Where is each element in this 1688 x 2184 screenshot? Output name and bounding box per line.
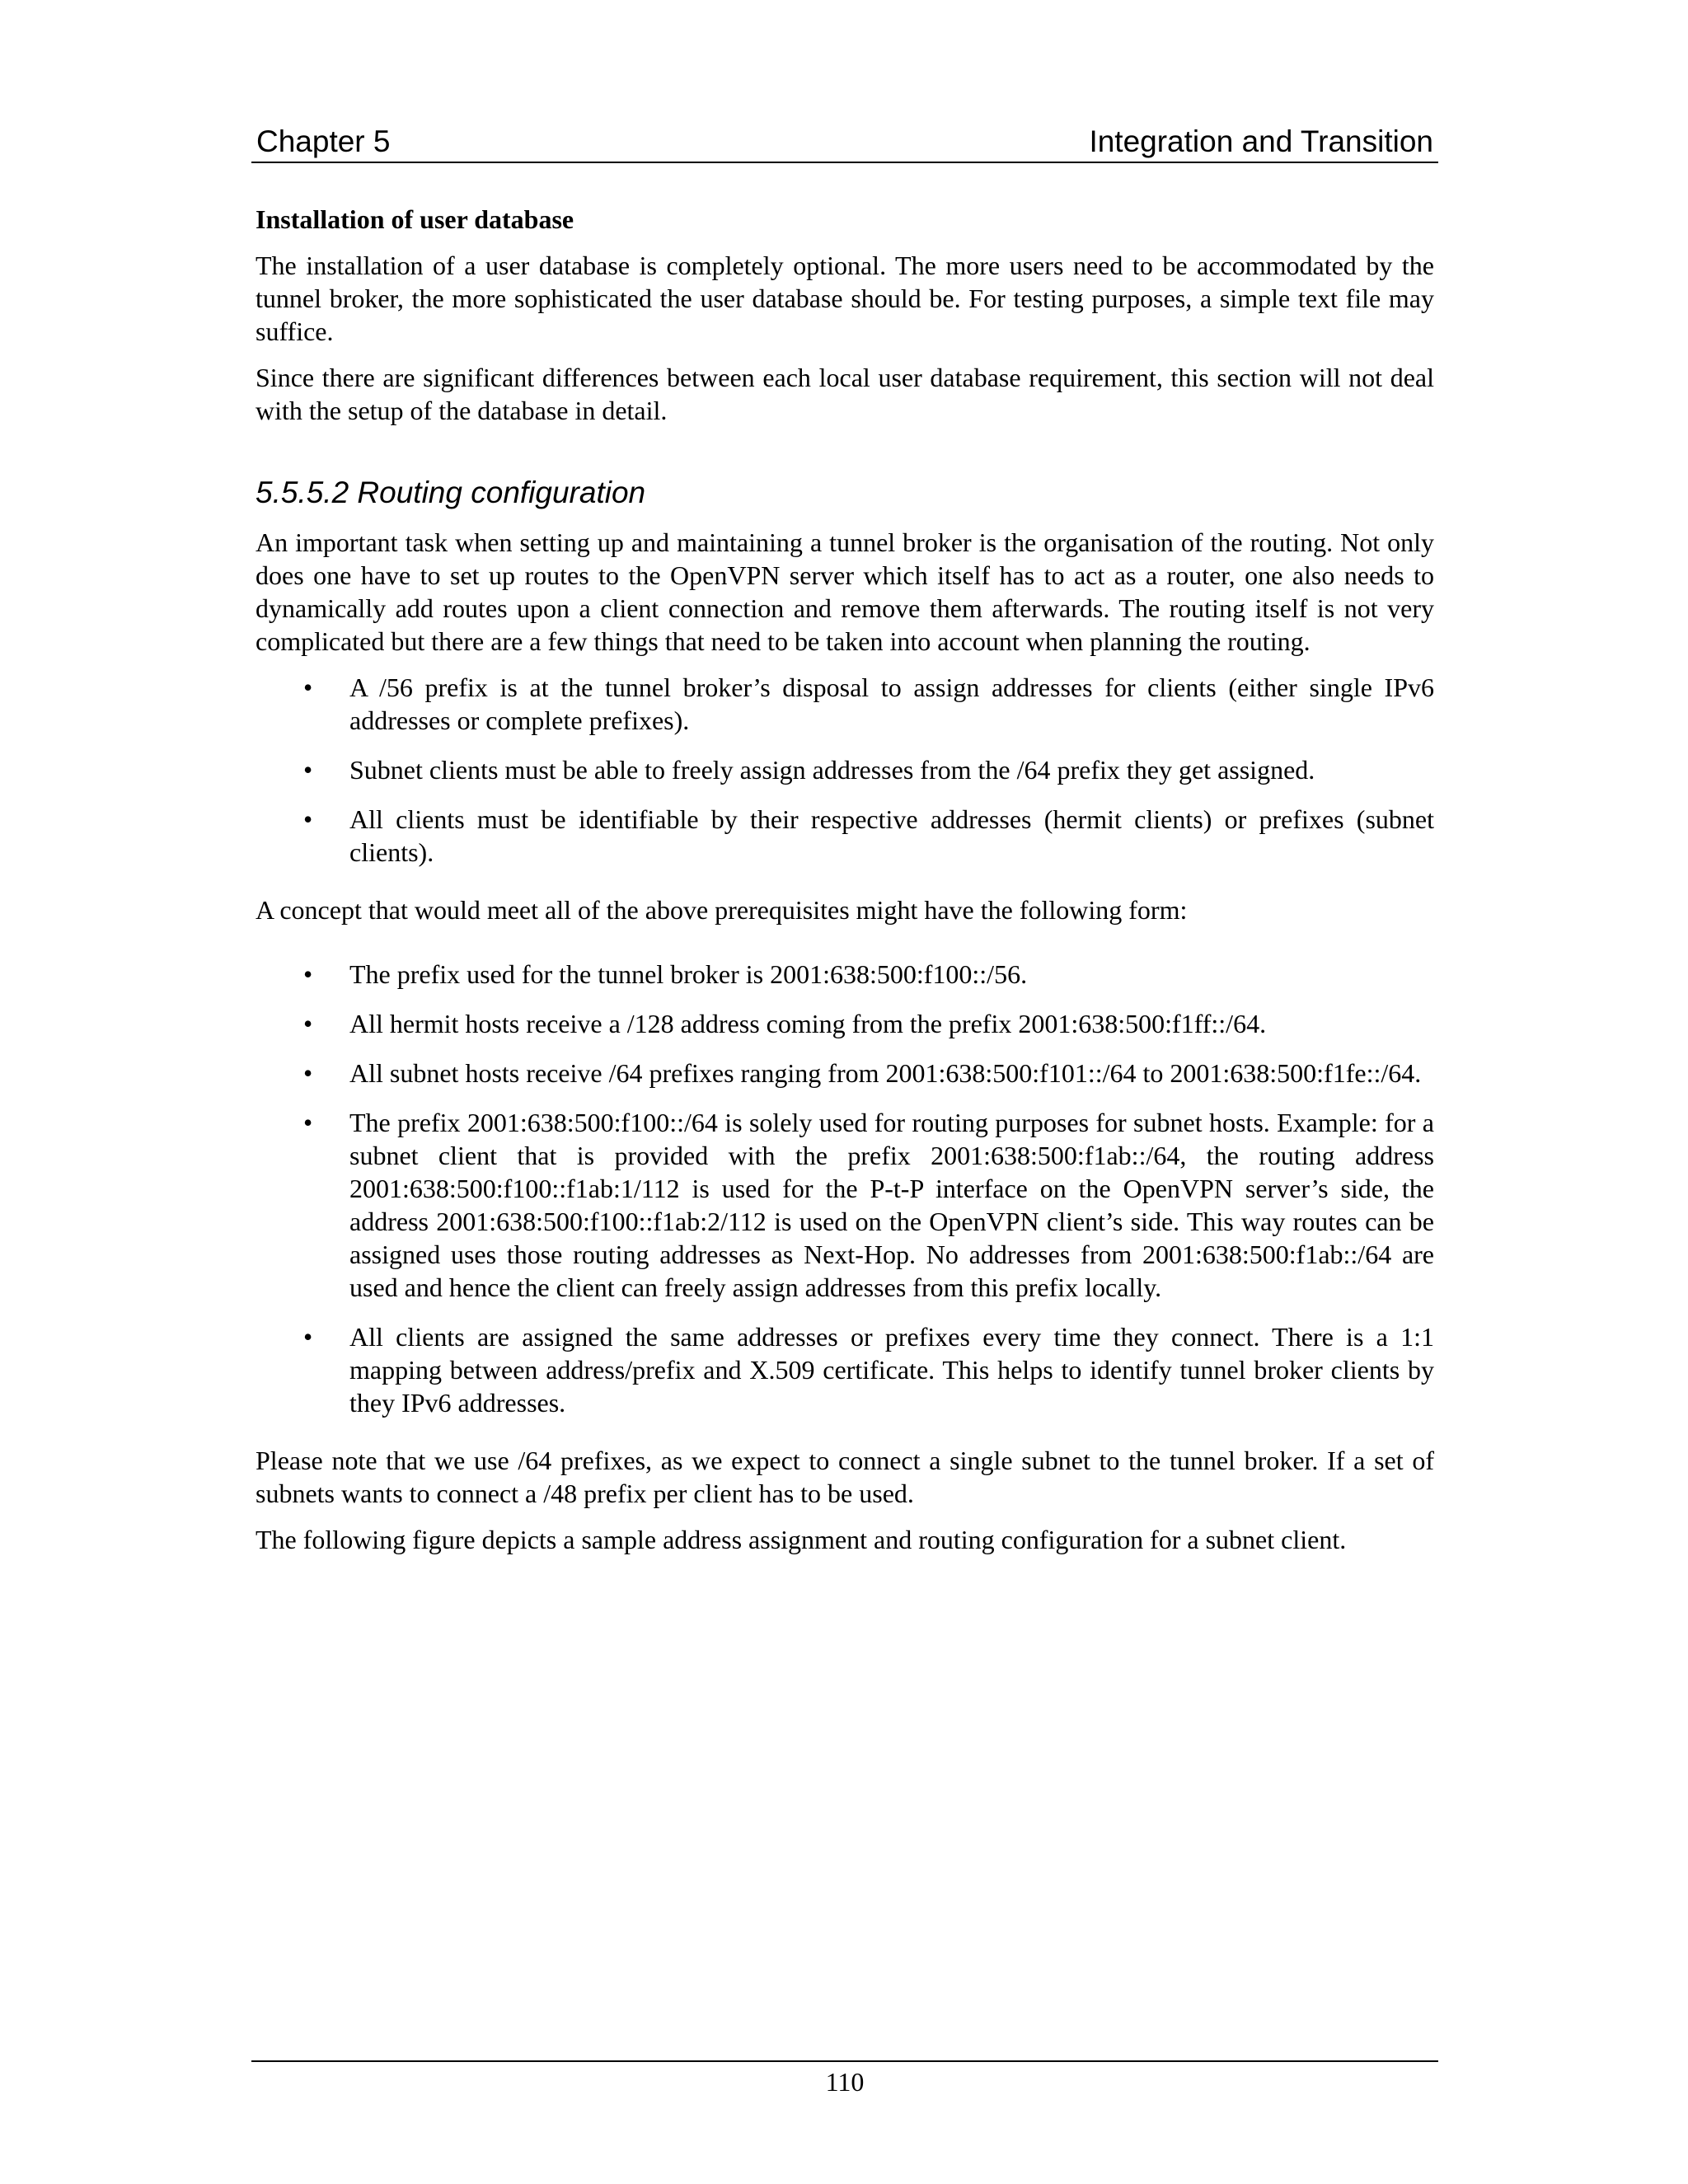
list-item-text: All clients are assigned the same addresses or prefixes every time they connect. There is a 1:1 mapping between address/prefix and X.509 certificate. This helps to identify tunnel broker clients by they IPv6 addresses. (349, 1322, 1434, 1418)
paragraph-routing-intro: An important task when setting up and maintaining a tunnel broker is the organisation of the routing. Not only does one have to set up routes to the OpenVPN server which itself has to act as a router, one also needs to dynamically add routes upon a client connection and remove them afterwards. The routing itself is not very complicated but there are a few things that need to be taken into account when planning the routing. (256, 527, 1434, 656)
list-item (256, 1106, 1434, 1304)
paragraph-user-database-differences: Since there are significant differences between each local user database requirement, this section will not deal with the setup of the database in detail. (256, 363, 1434, 425)
section-title: 5.5.5.2 Routing configuration (256, 476, 646, 509)
list-item (256, 671, 1434, 737)
paragraph-figure-intro: The following figure depicts a sample address assignment and routing configuration for a subnet client. (256, 1525, 1347, 1554)
prerequisites-list (256, 671, 1434, 869)
bullet-icon: • (303, 1108, 313, 1137)
bullet-icon: • (303, 959, 313, 989)
footer-rule (251, 2060, 1438, 2062)
list-item (256, 958, 1434, 991)
list-item-text: A /56 prefix is at the tunnel broker’s disposal to assign addresses for clients (either single IPv6 addresses or complete prefixes). (349, 673, 1434, 735)
bullet-icon: • (303, 1058, 313, 1088)
list-item-text: The prefix 2001:638:500:f100::/64 is solely used for routing purposes for subnet hosts. Example: for a subnet client that is provided with the prefix 2001:638:500:f1ab::/64, the routing address 2001:638:500:f100::f1ab:1/112 is used for the P-t-P interface on the OpenVPN server’s side, the address 2001:638:500:f100::f1ab:2/112 is used on the OpenVPN client’s side. This way routes can be assigned uses those routing addresses as Next-Hop. No addresses from 2001:638:500:f1ab::/64 are used and hence the client can freely assign addresses from this prefix locally. (349, 1108, 1434, 1302)
header-chapter-title: Integration and Transition (1089, 124, 1433, 158)
list-item (256, 753, 1434, 786)
page-body (256, 203, 1434, 1569)
header-chapter: Chapter 5 (256, 124, 391, 158)
paragraph-user-database-optional: The installation of a user database is completely optional. The more users need to be accommodated by the tunnel broker, the more sophisticated the user database should be. For testing purposes, a simple text file may suffice. (256, 251, 1434, 346)
bullet-icon: • (303, 755, 313, 785)
paragraph-prefix-note: Please note that we use /64 prefixes, as we expect to connect a single subnet to the tunnel broker. If a set of subnets wants to connect a /48 prefix per client has to be used. (256, 1446, 1434, 1508)
list-item (256, 1057, 1434, 1090)
list-item (256, 1007, 1434, 1040)
bullet-icon: • (303, 673, 313, 702)
list-item (256, 803, 1434, 869)
page-number: 110 (825, 2067, 865, 2097)
bullet-icon: • (303, 1322, 313, 1352)
list-item-text: All clients must be identifiable by their respective addresses (hermit clients) or prefixes (subnet clients). (349, 804, 1434, 867)
list-item-text: All hermit hosts receive a /128 address coming from the prefix 2001:638:500:f1ff::/64. (349, 1009, 1267, 1038)
list-item (256, 1320, 1434, 1419)
list-item-text: All subnet hosts receive /64 prefixes ranging from 2001:638:500:f101::/64 to 2001:638:500:f1fe::/64. (349, 1058, 1422, 1088)
concept-list (256, 958, 1434, 1419)
bullet-icon: • (303, 804, 313, 834)
page-header (251, 122, 1438, 163)
subsection-heading: Installation of user database (256, 204, 574, 234)
bullet-icon: • (303, 1009, 313, 1038)
list-item-text: The prefix used for the tunnel broker is 2001:638:500:f100::/56. (349, 959, 1028, 989)
list-item-text: Subnet clients must be able to freely assign addresses from the /64 prefix they get assigned. (349, 755, 1315, 785)
paragraph-concept: A concept that would meet all of the above prerequisites might have the following form: (256, 895, 1188, 925)
